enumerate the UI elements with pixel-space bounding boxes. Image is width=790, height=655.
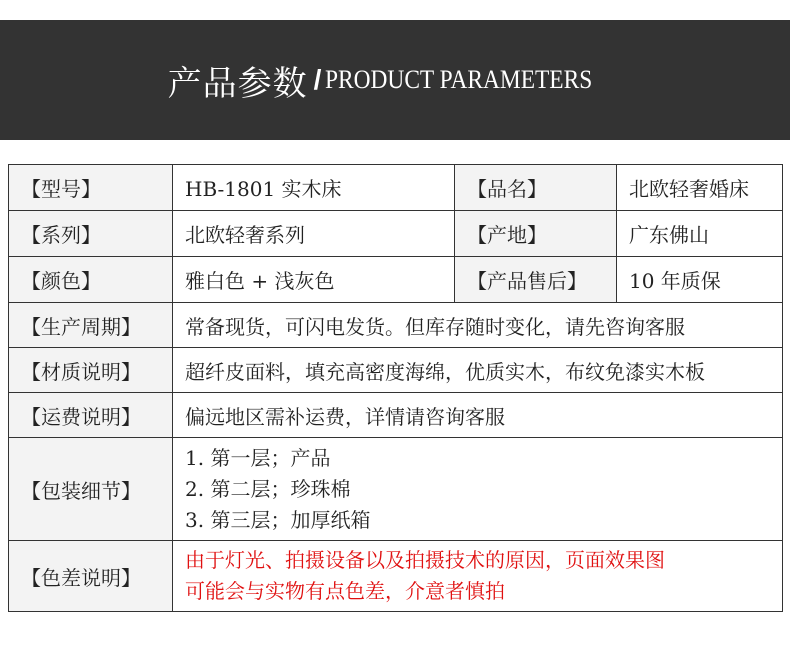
series-label: 【系列】 bbox=[9, 211, 173, 257]
material-label: 【材质说明】 bbox=[9, 348, 173, 393]
packing-line-2: 2. 第二层；珍珠棉 bbox=[185, 476, 351, 501]
table-row bbox=[9, 348, 783, 393]
packing-line-3: 3. 第三层；加厚纸箱 bbox=[185, 507, 371, 532]
material-value: 超纤皮面料，填充高密度海绵，优质实木，布纹免漆实木板 bbox=[173, 348, 783, 393]
name-label: 【品名】 bbox=[455, 165, 617, 211]
table-row bbox=[9, 393, 783, 438]
aftersale-label: 【产品售后】 bbox=[455, 257, 617, 303]
table-row bbox=[9, 303, 783, 348]
origin-label: 【产地】 bbox=[455, 211, 617, 257]
color-label: 【颜色】 bbox=[9, 257, 173, 303]
model-value: HB-1801 实木床 bbox=[173, 165, 455, 211]
colordiff-label: 【色差说明】 bbox=[9, 541, 173, 612]
shipping-value: 偏远地区需补运费，详情请咨询客服 bbox=[173, 393, 783, 438]
table-row bbox=[9, 211, 783, 257]
model-label: 【型号】 bbox=[9, 165, 173, 211]
colordiff-line-1: 由于灯光、拍摄设备以及拍摄技术的原因，页面效果图 bbox=[185, 548, 665, 572]
table-row bbox=[9, 438, 783, 541]
packing-label: 【包装细节】 bbox=[9, 438, 173, 541]
table-row bbox=[9, 165, 783, 211]
packing-line-1: 1. 第一层；产品 bbox=[185, 445, 331, 470]
series-value: 北欧轻奢系列 bbox=[173, 211, 455, 257]
aftersale-value: 10 年质保 bbox=[617, 257, 783, 303]
cycle-label: 【生产周期】 bbox=[9, 303, 173, 348]
page-title-cn: 产品参数 bbox=[167, 63, 308, 104]
colordiff-value bbox=[173, 541, 783, 612]
page-title-en: PRODUCT PARAMETERS bbox=[325, 65, 593, 94]
color-value: 雅白色 + 浅灰色 bbox=[173, 257, 455, 303]
cycle-value: 常备现货，可闪电发货。但库存随时变化，请先咨询客服 bbox=[173, 303, 783, 348]
product-parameters-table bbox=[8, 164, 783, 612]
origin-value: 广东佛山 bbox=[617, 211, 783, 257]
table-row bbox=[9, 541, 783, 612]
colordiff-line-2: 可能会与实物有点色差，介意者慎拍 bbox=[185, 579, 505, 603]
title-separator: / bbox=[313, 64, 322, 95]
table-row bbox=[9, 257, 783, 303]
name-value: 北欧轻奢婚床 bbox=[617, 165, 783, 211]
shipping-label: 【运费说明】 bbox=[9, 393, 173, 438]
header-banner bbox=[0, 20, 790, 140]
packing-value bbox=[173, 438, 783, 541]
